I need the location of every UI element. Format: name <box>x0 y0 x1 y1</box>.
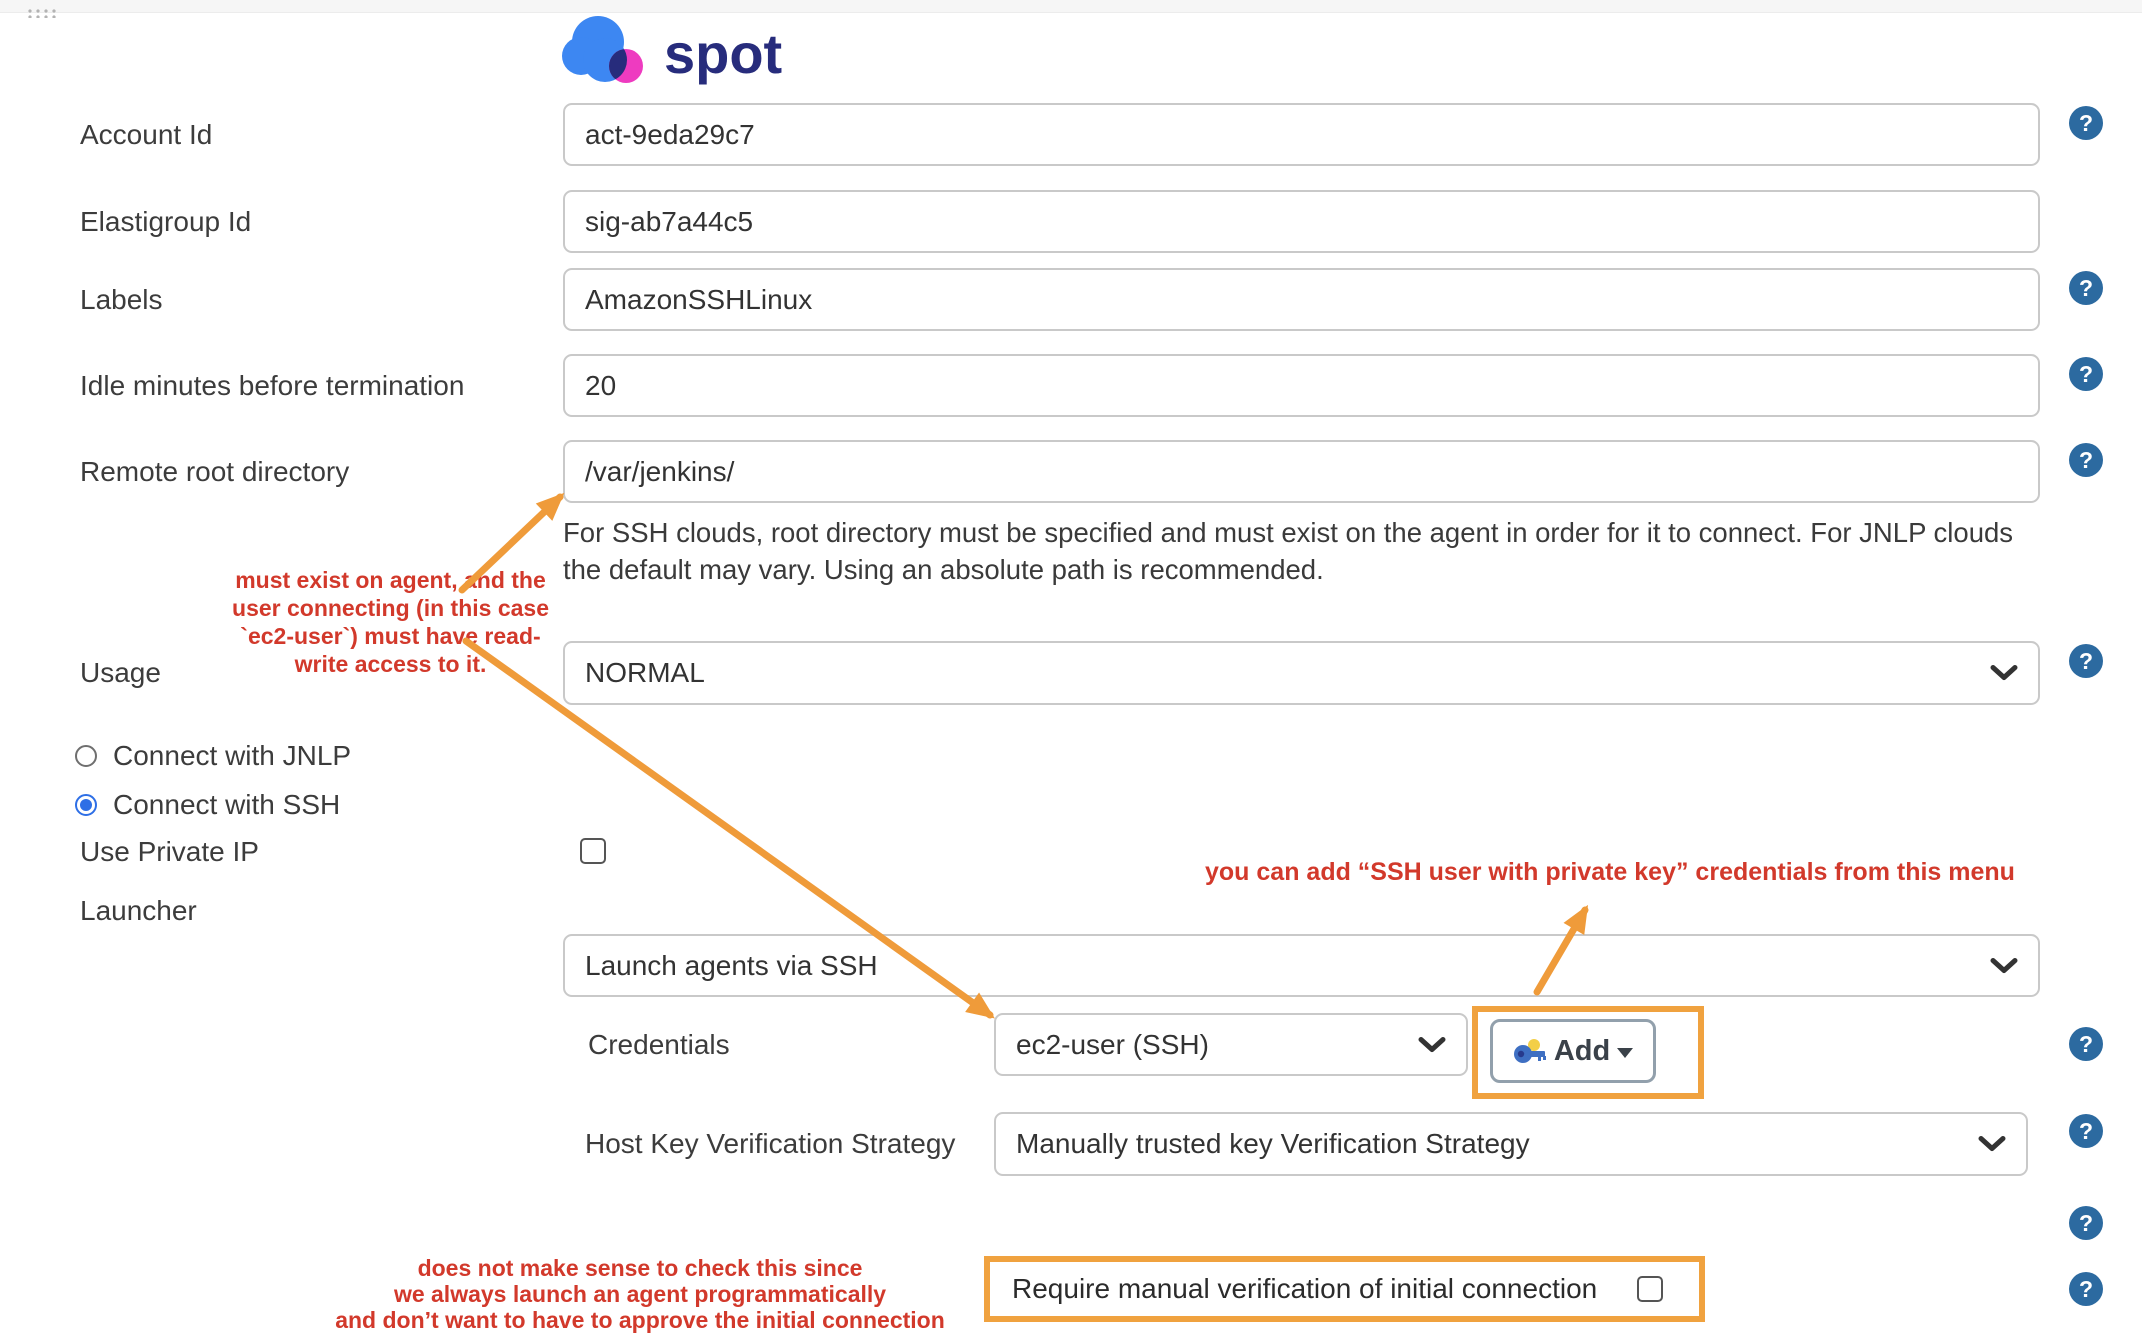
chevron-down-icon <box>1978 1136 2006 1153</box>
question-mark-glyph: ? <box>2078 109 2094 136</box>
question-mark-glyph: ? <box>2078 274 2094 301</box>
host-key-selected-value: Manually trusted key Verification Strategy <box>1016 1128 1530 1159</box>
help-icon[interactable] <box>2069 1027 2103 1061</box>
remote-root-label: Remote root directory <box>80 455 350 487</box>
require-annotation-line: does not make sense to check this since <box>417 1255 863 1281</box>
remote-root-help-text: For SSH clouds, root directory must be specified and must exist on the agent in order for it to connect. For JNLP clouds the default may vary. Using an absolute path is recommended. <box>563 517 2014 585</box>
help-icon[interactable] <box>2069 1272 2103 1306</box>
use-private-ip-label: Use Private IP <box>80 835 259 867</box>
chevron-down-icon <box>1418 1036 1446 1053</box>
launcher-label: Launcher <box>80 894 197 926</box>
top-divider-bar <box>0 0 2142 13</box>
require-annotation-line: we always launch an agent programmatically <box>393 1281 887 1307</box>
spot-logo-wordmark: spot <box>664 21 783 85</box>
usage-select[interactable] <box>563 641 2040 705</box>
add-button-label: Add <box>1553 1034 1611 1067</box>
add-credentials-button[interactable] <box>1490 1019 1656 1083</box>
question-mark-glyph: ? <box>2078 446 2094 473</box>
launcher-selected-value: Launch agents via SSH <box>585 949 878 981</box>
require-manual-label: Require manual verification of initial connection <box>1012 1273 1598 1304</box>
help-icon[interactable] <box>2069 357 2103 391</box>
launcher-select[interactable] <box>563 934 2040 997</box>
connect-jnlp-option[interactable] <box>75 740 351 772</box>
question-mark-glyph: ? <box>2078 1030 2094 1057</box>
radio-checked-icon[interactable] <box>75 794 97 816</box>
spot-logo-mark-icon <box>560 14 656 90</box>
question-mark-glyph: ? <box>2078 1209 2094 1236</box>
drag-handle-icon[interactable] <box>26 8 56 18</box>
help-icon[interactable] <box>2069 1206 2103 1240</box>
account-id-label: Account Id <box>80 118 213 150</box>
help-icon[interactable] <box>2069 106 2103 140</box>
help-icon[interactable] <box>2069 443 2103 477</box>
elastigroup-id-input[interactable] <box>563 190 2040 253</box>
help-icon[interactable] <box>2069 1114 2103 1148</box>
chevron-down-icon <box>1990 665 2018 682</box>
host-key-strategy-select[interactable] <box>994 1112 2028 1176</box>
labels-input[interactable] <box>563 268 2040 331</box>
account-id-input[interactable] <box>563 103 2040 166</box>
credentials-selected-value: ec2-user (SSH) <box>1016 1028 1209 1060</box>
help-icon[interactable] <box>2069 271 2103 305</box>
connect-ssh-label: Connect with SSH <box>113 789 341 820</box>
question-mark-glyph: ? <box>2078 1117 2094 1144</box>
connect-ssh-option[interactable] <box>75 789 340 821</box>
question-mark-glyph: ? <box>2078 647 2094 674</box>
require-manual-annotation <box>300 1255 980 1333</box>
require-manual-checkbox[interactable] <box>1637 1276 1663 1302</box>
credentials-label: Credentials <box>588 1028 730 1060</box>
require-annotation-line: and don’t want to have to approve the initial connection <box>335 1307 945 1333</box>
key-icon <box>1513 1037 1547 1065</box>
idle-minutes-label: Idle minutes before termination <box>80 369 465 401</box>
usage-selected-value: NORMAL <box>585 657 705 688</box>
use-private-ip-checkbox[interactable] <box>580 838 606 864</box>
host-key-strategy-label: Host Key Verification Strategy <box>585 1128 956 1159</box>
caret-down-icon <box>1617 1048 1633 1058</box>
credentials-annotation: you can add “SSH user with private key” credentials from this menu <box>1205 858 2015 886</box>
usage-label: Usage <box>80 656 161 688</box>
question-mark-glyph: ? <box>2078 360 2094 387</box>
help-icon[interactable] <box>2069 644 2103 678</box>
chevron-down-icon <box>1990 957 2018 974</box>
remote-root-annotation: must exist on agent, and the user connecting (in this case `ec2-user`) must have read-write access to it. <box>232 567 549 677</box>
spot-logo <box>560 14 782 90</box>
connect-jnlp-label: Connect with JNLP <box>113 740 352 771</box>
remote-root-input[interactable] <box>563 440 2040 503</box>
labels-label: Labels <box>80 283 163 315</box>
radio-unchecked-icon[interactable] <box>75 745 97 767</box>
idle-minutes-input[interactable] <box>563 354 2040 417</box>
question-mark-glyph: ? <box>2078 1275 2094 1302</box>
elastigroup-id-label: Elastigroup Id <box>80 205 252 237</box>
credentials-select[interactable] <box>994 1013 1468 1076</box>
